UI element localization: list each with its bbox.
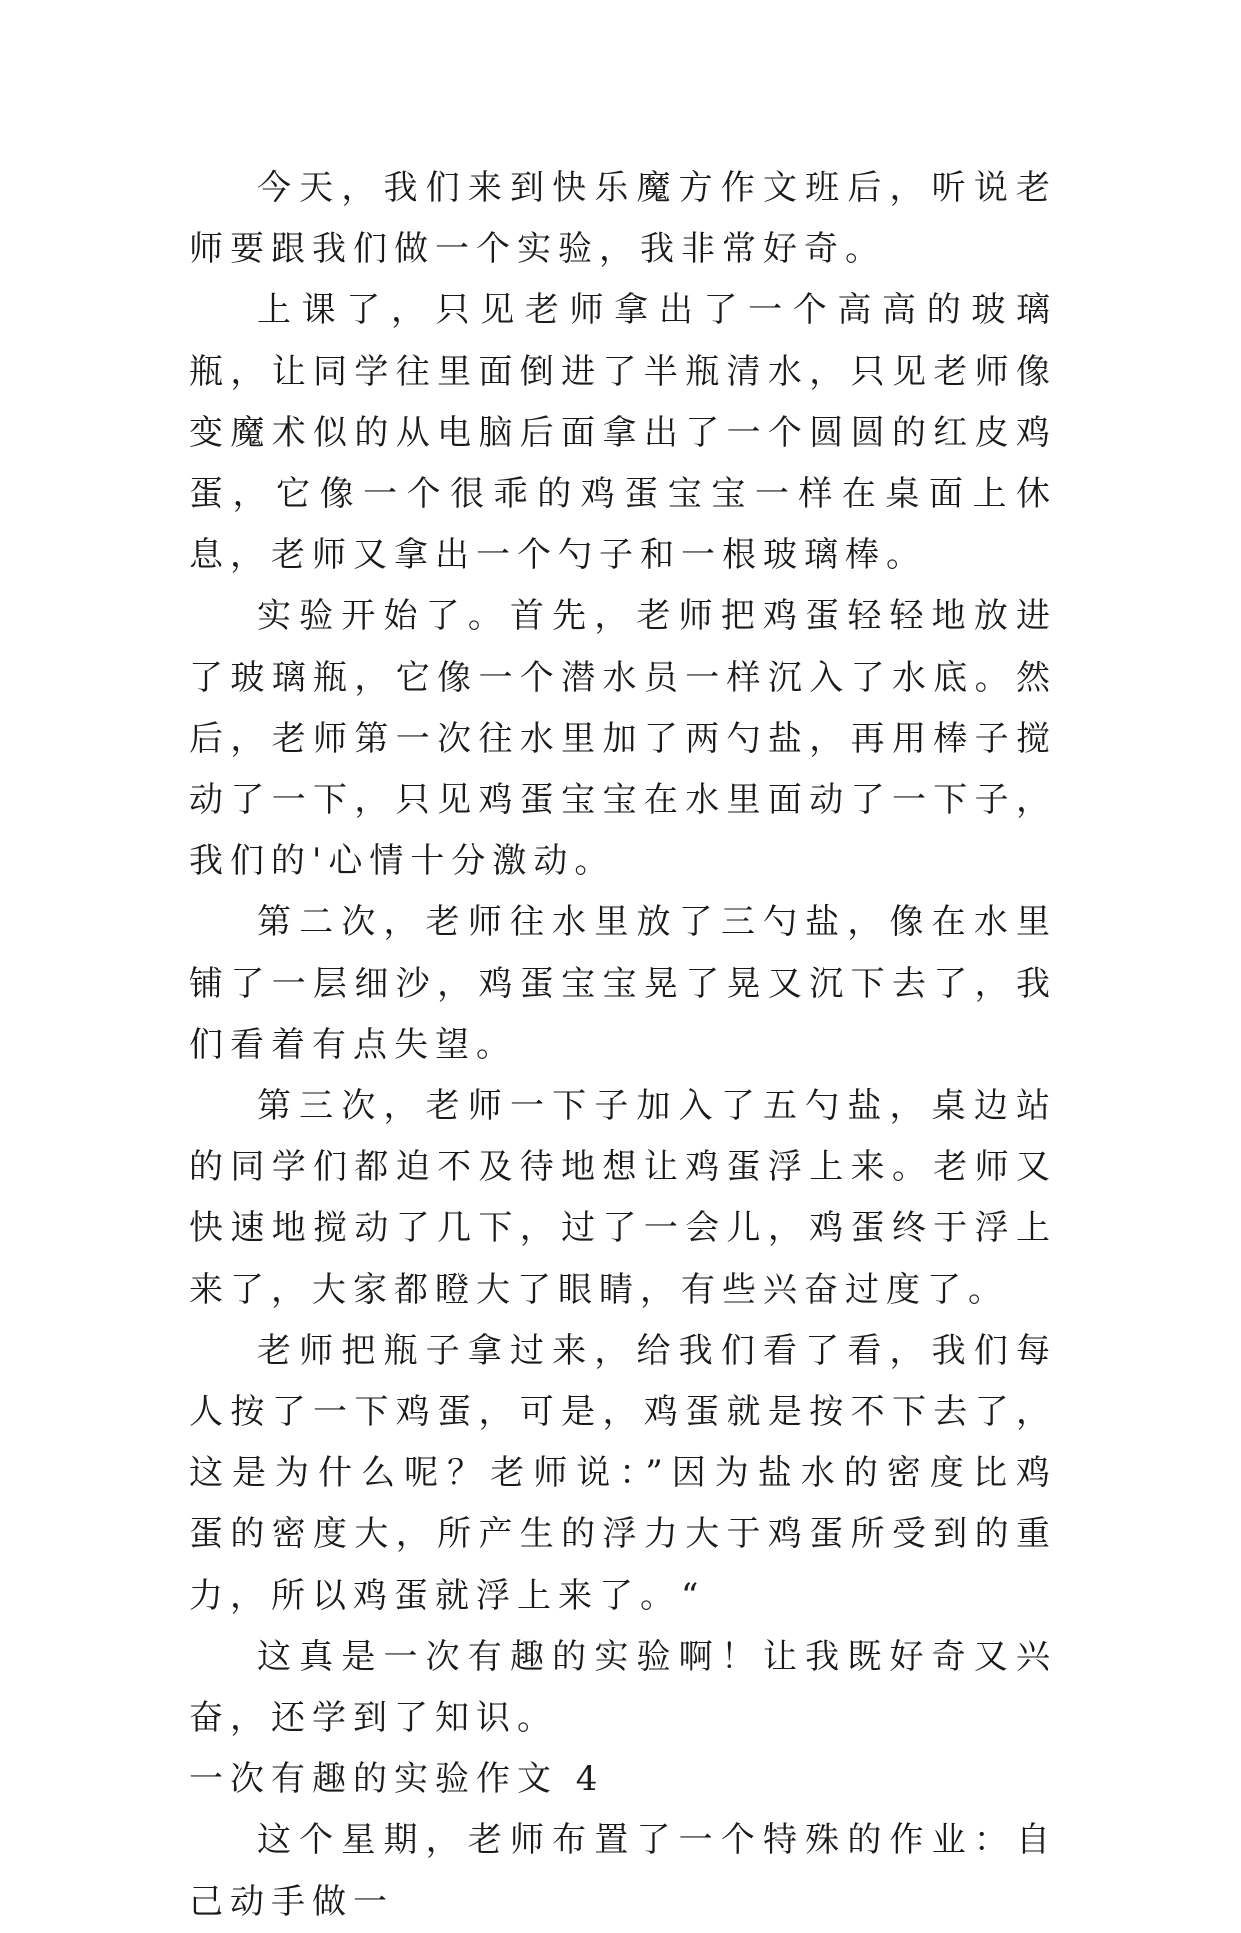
paragraph-2: 上课了，只见老师拿出了一个高高的玻璃瓶，让同学往里面倒进了半瓶清水，只见老师像变魔术似的从电脑后面拿出了一个圆圆的红皮鸡蛋，它像一个很乖的鸡蛋宝宝一样在桌面上休息，老师又拿出一个勺子和一根玻璃棒。 [189,290,1057,576]
paragraph-1: 今天，我们来到快乐魔方作文班后，听说老师要跟我们做一个实验，我非常好奇。 [189,168,1057,270]
paragraph-4: 第二次，老师往水里放了三勺盐，像在水里铺了一层细沙，鸡蛋宝宝晃了晃又沉下去了，我们看着有点失望。 [189,902,1057,1065]
paragraph-6: 老师把瓶子拿过来，给我们看了看，我们每人按了一下鸡蛋，可是，鸡蛋就是按不下去了，这是为什么呢？老师说：”因为盐水的密度比鸡蛋的密度大，所产生的浮力大于鸡蛋所受到的重力，所以鸡蛋就浮上来了。“ [189,1330,1057,1616]
document-body [189,158,1057,1933]
paragraph-5: 第三次，老师一下子加入了五勺盐，桌边站的同学们都迫不及待地想让鸡蛋浮上来。老师又快速地搅动了几下，过了一会儿，鸡蛋终于浮上来了，大家都瞪大了眼睛，有些兴奋过度了。 [189,1086,1057,1310]
section-heading: 一次有趣的实验作文 4 [189,1759,605,1800]
paragraph-8: 这个星期，老师布置了一个特殊的作业：自己动手做一 [189,1820,1057,1922]
paragraph-3: 实验开始了。首先，老师把鸡蛋轻轻地放进了玻璃瓶，它像一个潜水员一样沉入了水底。然后，老师第一次往水里加了两勺盐，再用棒子搅动了一下，只见鸡蛋宝宝在水里面动了一下子，我们的'心情十分激动。 [189,596,1057,882]
paragraph-7: 这真是一次有趣的实验啊！让我既好奇又兴奋，还学到了知识。 [189,1636,1057,1739]
